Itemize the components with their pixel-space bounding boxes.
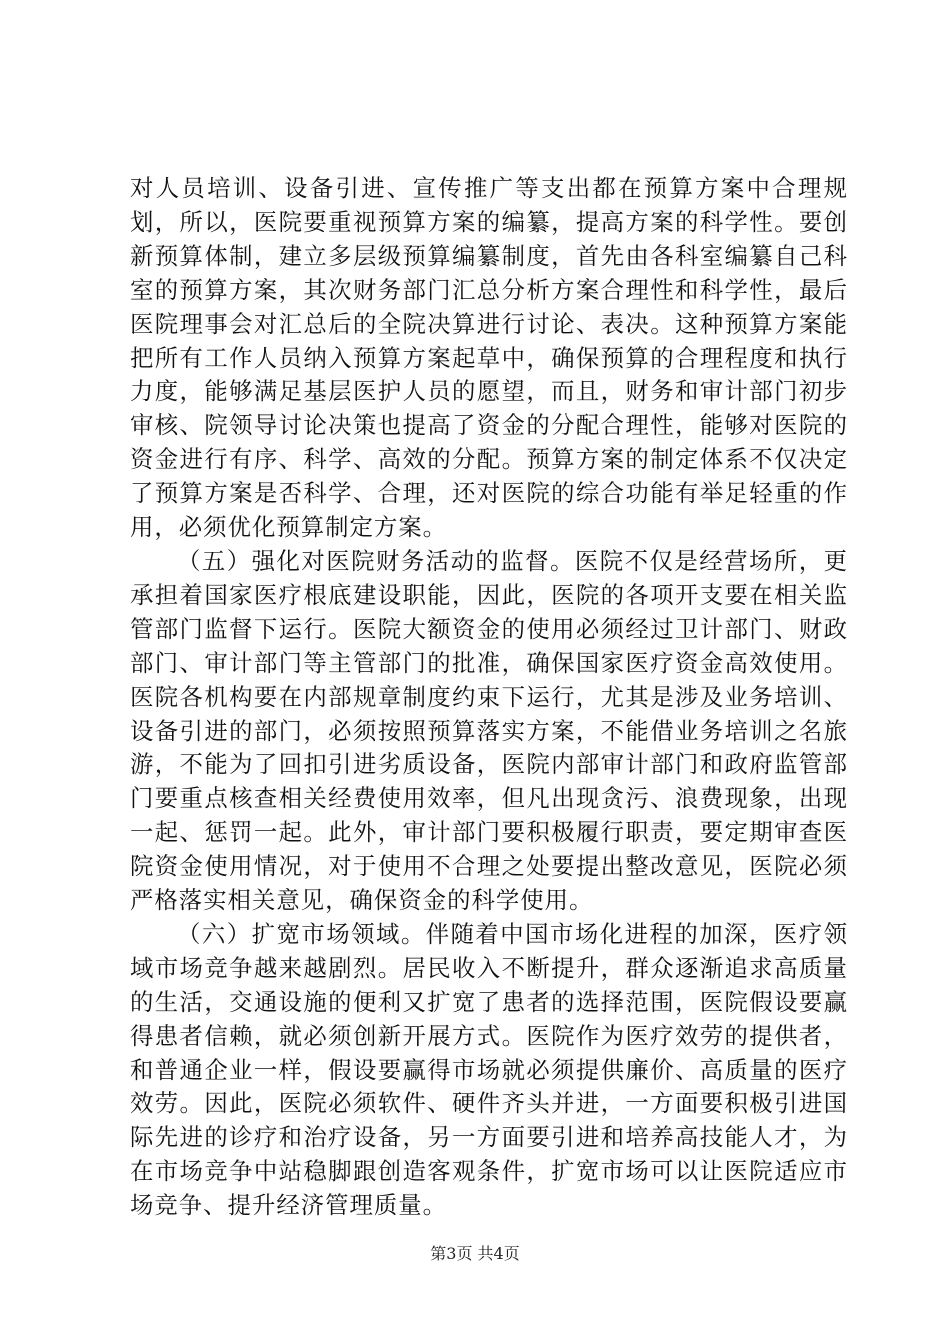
page-footer: 第3页 共4页 xyxy=(430,1244,520,1263)
document-body xyxy=(130,172,848,1223)
paragraph-market-expansion: （六）扩宽市场领域。伴随着中国市场化进程的加深，医疗领域市场竞争越来越剧烈。居民收入不断提升，群众逐渐追求高质量的生活，交通设施的便利又扩宽了患者的选择范围，医院假设要赢得患者信赖，就必须创新开展方式。医院作为医疗效劳的提供者，和普通企业一样，假设要赢得市场就必须提供廉价、高质量的医疗效劳。因此，医院必须软件、硬件齐头并进，一方面要积极引进国际先进的诊疗和治疗设备，另一方面要引进和培养高技能人才，为在市场竞争中站稳脚跟创造客观条件，扩宽市场可以让医院适应市场竞争、提升经济管理质量。 xyxy=(130,919,848,1220)
paragraph-budget-planning: 对人员培训、设备引进、宣传推广等支出都在预算方案中合理规划，所以，医院要重视预算方案的编纂，提高方案的科学性。要创新预算体制，建立多层级预算编纂制度，首先由各科室编纂自己科室的预算方案，其次财务部门汇总分析方案合理性和科学性，最后医院理事会对汇总后的全院决算进行讨论、表决。这种预算方案能把所有工作人员纳入预算方案起草中，确保预算的合理程度和执行力度，能够满足基层医护人员的愿望，而且，财务和审计部门初步审核、院领导讨论决策也提高了资金的分配合理性，能够对医院的资金进行有序、科学、高效的分配。预算方案的制定体系不仅决定了预算方案是否科学、合理，还对医院的综合功能有举足轻重的作用，必须优化预算制定方案。 xyxy=(130,174,848,542)
paragraph-financial-supervision: （五）强化对医院财务活动的监督。医院不仅是经营场所，更承担着国家医疗根底建设职能，因此，医院的各项开支要在相关监管部门监督下运行。医院大额资金的使用必须经过卫计部门、财政部门、审计部门等主管部门的批准，确保国家医疗资金高效使用。医院各机构要在内部规章制度约束下运行，尤其是涉及业务培训、设备引进的部门，必须按照预算落实方案，不能借业务培训之名旅游，不能为了回扣引进劣质设备，医院内部审计部门和政府监管部门要重点核查相关经费使用效率，但凡出现贪污、浪费现象，出现一起、惩罚一起。此外，审计部门要积极履行职责，要定期审查医院资金使用情况，对于使用不合理之处要提出整改意见，医院必须严格落实相关意见，确保资金的科学使用。 xyxy=(130,546,848,915)
